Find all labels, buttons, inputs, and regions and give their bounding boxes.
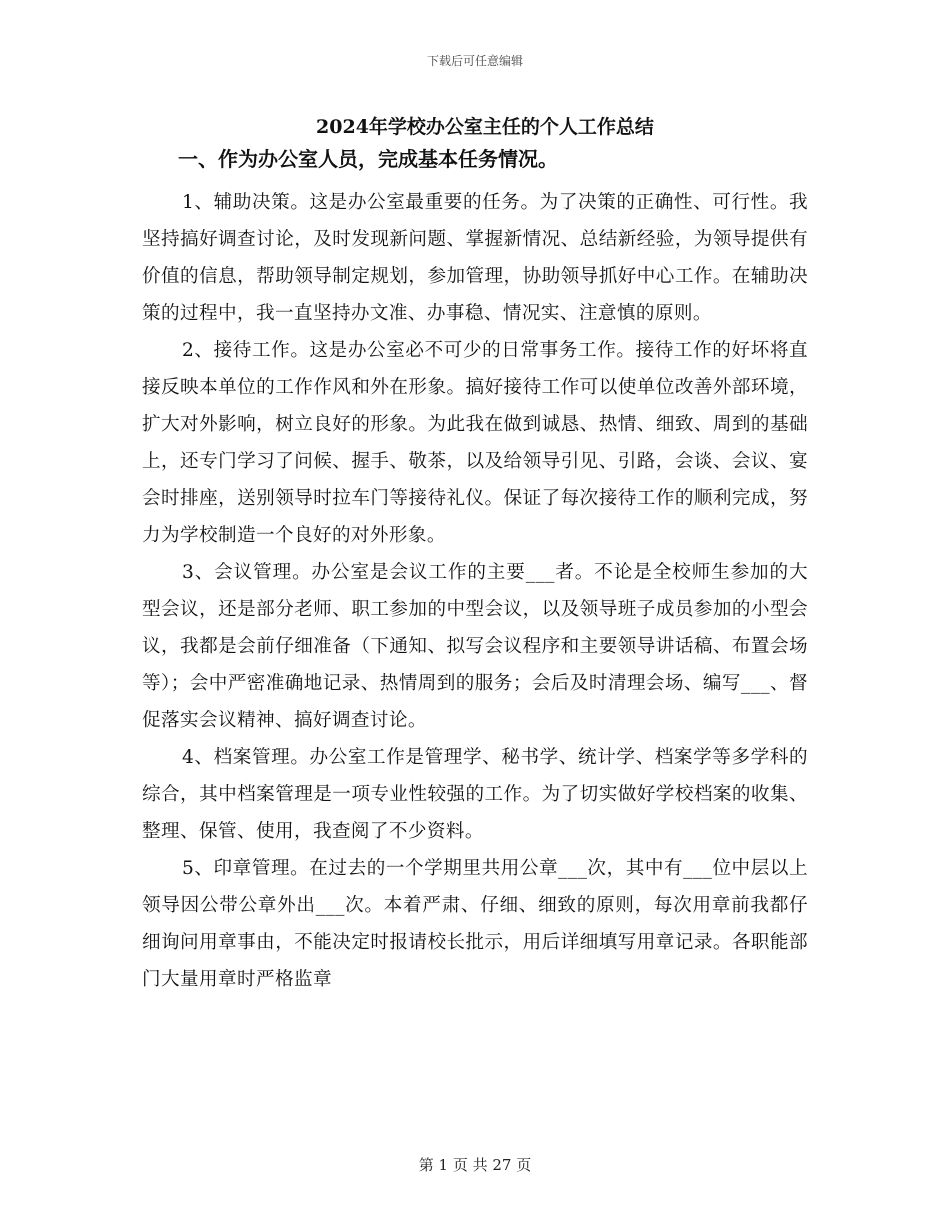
section-heading: 一、作为办公室人员，完成基本任务情况。 (178, 147, 558, 171)
page-number: 第 1 页 共 27 页 (418, 1156, 532, 1174)
document-body (142, 112, 808, 998)
header-note: 下载后可任意编辑 (426, 54, 523, 68)
paragraph-assist-decision: 1、辅助决策。这是办公室最重要的任务。为了决策的正确性、可行性。我坚持搞好调查讨论，及时发现新问题、掌握新情况、总结新经验，为领导提供有价值的信息，帮助领导制定规划，参加管理，协助领导抓好中心工作。在辅助决策的过程中，我一直坚持办文准、办事稳、情况实、注意慎的原则。 (142, 192, 808, 324)
paragraph-reception-work: 2、接待工作。这是办公室必不可少的日常事务工作。接待工作的好坏将直接反映本单位的工作作风和外在形象。搞好接待工作可以使单位改善外部环境，扩大对外影响，树立良好的形象。为此我在做到诚恳、热情、细致、周到的基础上，还专门学习了问候、握手、敬茶，以及给领导引见、引路，会谈、会议、宴会时排座，送别领导时拉车门等接待礼仪。保证了每次接待工作的顺利完成，努力为学校制造一个良好的对外形象。 (142, 340, 808, 546)
document-title: 2024年学校办公室主任的个人工作总结 (316, 116, 654, 138)
paragraph-seal-management: 5、印章管理。在过去的一个学期里共用公章___次，其中有___位中层以上领导因公带公章外出___次。本着严肃、仔细、细致的原则，每次用章前我都仔细询问用章事由，不能决定时报请校长批示，用后详细填写用章记录。各职能部门大量用章时严格监章 (142, 858, 808, 990)
paragraph-meeting-management: 3、会议管理。办公室是会议工作的主要___者。不论是全校师生参加的大型会议，还是部分老师、职工参加的中型会议，以及领导班子成员参加的小型会议，我都是会前仔细准备（下通知、拟写会议程序和主要领导讲话稿、布置会场等）；会中严密准确地记录、热情周到的服务；会后及时清理会场、编写___、督促落实会议精神、搞好调查讨论。 (142, 562, 808, 731)
paragraph-archive-management: 4、档案管理。办公室工作是管理学、秘书学、统计学、档案学等多学科的综合，其中档案管理是一项专业性较强的工作。为了切实做好学校档案的收集、整理、保管、使用，我查阅了不少资料。 (142, 747, 808, 842)
